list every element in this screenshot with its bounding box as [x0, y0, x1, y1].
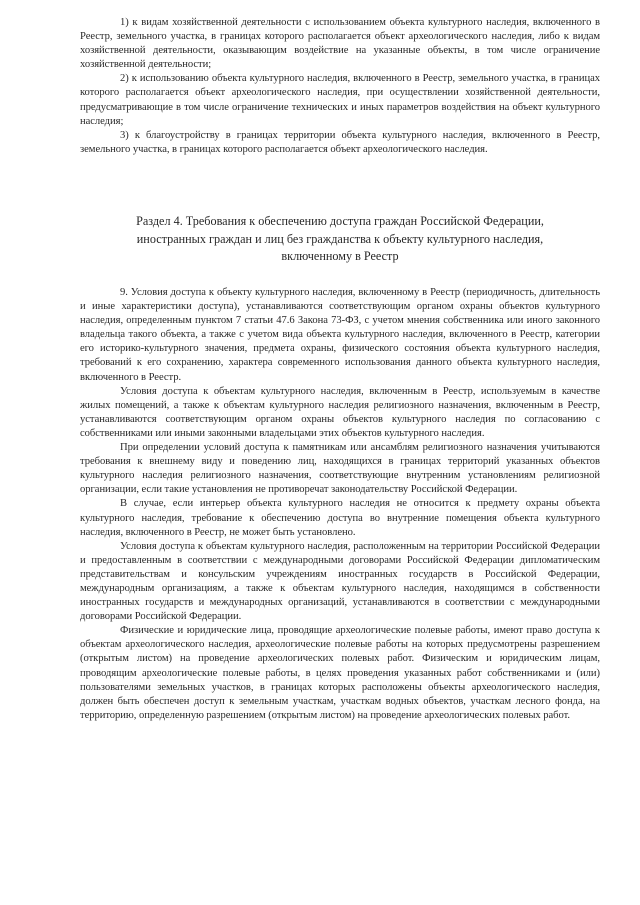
list-item-2: 2) к использованию объекта культурного наследия, включенного в Реестр, земельного участка, в границах которого располагается объект археологического наследия, при осуществлении хозяйственной деятельности, предусматривающие в том числе ограничение технических и иных параметров воздействия на объект культурного наследия;	[80, 73, 600, 127]
list-item-1: 1) к видам хозяйственной деятельности с использованием объекта культурного наследия, включенного в Реестр, земельного участка, в границах которого располагается объект археологического наследия, либо к видам хозяйственной деятельности, оказывающим воздействие на указанные объекты, в том числе ограничение хозяйственной деятельности;	[80, 17, 600, 71]
section-heading	[80, 213, 600, 266]
section-heading-line-3: включенному в Реестр	[281, 249, 399, 263]
section-heading-line-2: иностранных граждан и лиц без гражданства к объекту культурного наследия,	[136, 231, 544, 246]
paragraph-religious-conditions: При определении условий доступа к памятникам или ансамблям религиозного назначения учитываются требования к внешнему виду и поведению лиц, находящихся в границах территорий указанных объектов культурного наследия религиозного назначения, соответствующие внутренним установлениям религиозной организации, если такие установления не противоречат законодательству Российской Федерации.	[80, 442, 600, 496]
list-item-3: 3) к благоустройству в границах территории объекта культурного наследия, включенного в Реестр, земельного участка, в границах которого располагается объект археологического наследия.	[80, 129, 600, 155]
paragraph-interior: В случае, если интерьер объекта культурного наследия не относится к предмету охраны объекта культурного наследия, требование к обеспечению доступа во внутренние помещения объекта культурного наследия, включенного в Реестр, не может быть установлено.	[80, 498, 600, 538]
paragraph-residential-religious: Условия доступа к объектам культурного наследия, включенным в Реестр, используемым в качестве жилых помещений, а также к объектам культурного наследия религиозного назначения, включенным в Реестр, устанавливаются соответствующим органом охраны объектов культурного наследия по согласованию с собственниками или иными законными владельцами этих объектов культурного наследия.	[80, 385, 600, 439]
paragraph-9: 9. Условия доступа к объекту культурного наследия, включенному в Реестр (периодичность, длительность и иные характеристики доступа), устанавливаются соответствующим органом охраны объектов культурного наследия, определенным пунктом 7 статьи 47.6 Закона 73-ФЗ, с учетом мнения собственника или иного законного владельца такого объекта, а также с учетом вида объекта культурного наследия, включенного в Реестр, категории его историко-культурного значения, предмета охраны, физического состояния объекта культурного наследия, требований к его сохранению, характера современного использования данного объекта культурного наследия, включенного в Реестр.	[80, 287, 600, 383]
section-heading-line-1: Раздел 4. Требования к обеспечению доступа граждан Российской Федерации,	[136, 214, 544, 228]
section-body	[80, 286, 600, 723]
requirements-list	[80, 16, 600, 157]
paragraph-archaeological: Физические и юридические лица, проводящие археологические полевые работы, имеют право доступа к объектам археологического наследия, археологические полевые работы на которых предусмотрены разрешением (открытым листом) на проведение археологических полевых работ. Физическим и юридическим лицам, проводящим археологические полевые работы, в целях проведения указанных работ собственниками и (или) пользователями земельных участков, в границах которых расположены объекты археологического наследия, должен быть обеспечен доступ к земельным участкам, участкам водных объектов, участкам лесного фонда, на территорию, определенную разрешением (открытым листом) на проведение археологических полевых работ.	[80, 625, 600, 721]
paragraph-international: Условия доступа к объектам культурного наследия, расположенным на территории Российской Федерации и предоставленным в соответствии с международными договорами Российской Федерации дипломатическим представительствам и консульским учреждениям иностранных государств в Российской Федерации, международным организациям, а также к объектам культурного наследия, находящимся в собственности иностранных государств и международных организаций, устанавливаются в соответствии с международными договорами Российской Федерации.	[80, 540, 600, 623]
